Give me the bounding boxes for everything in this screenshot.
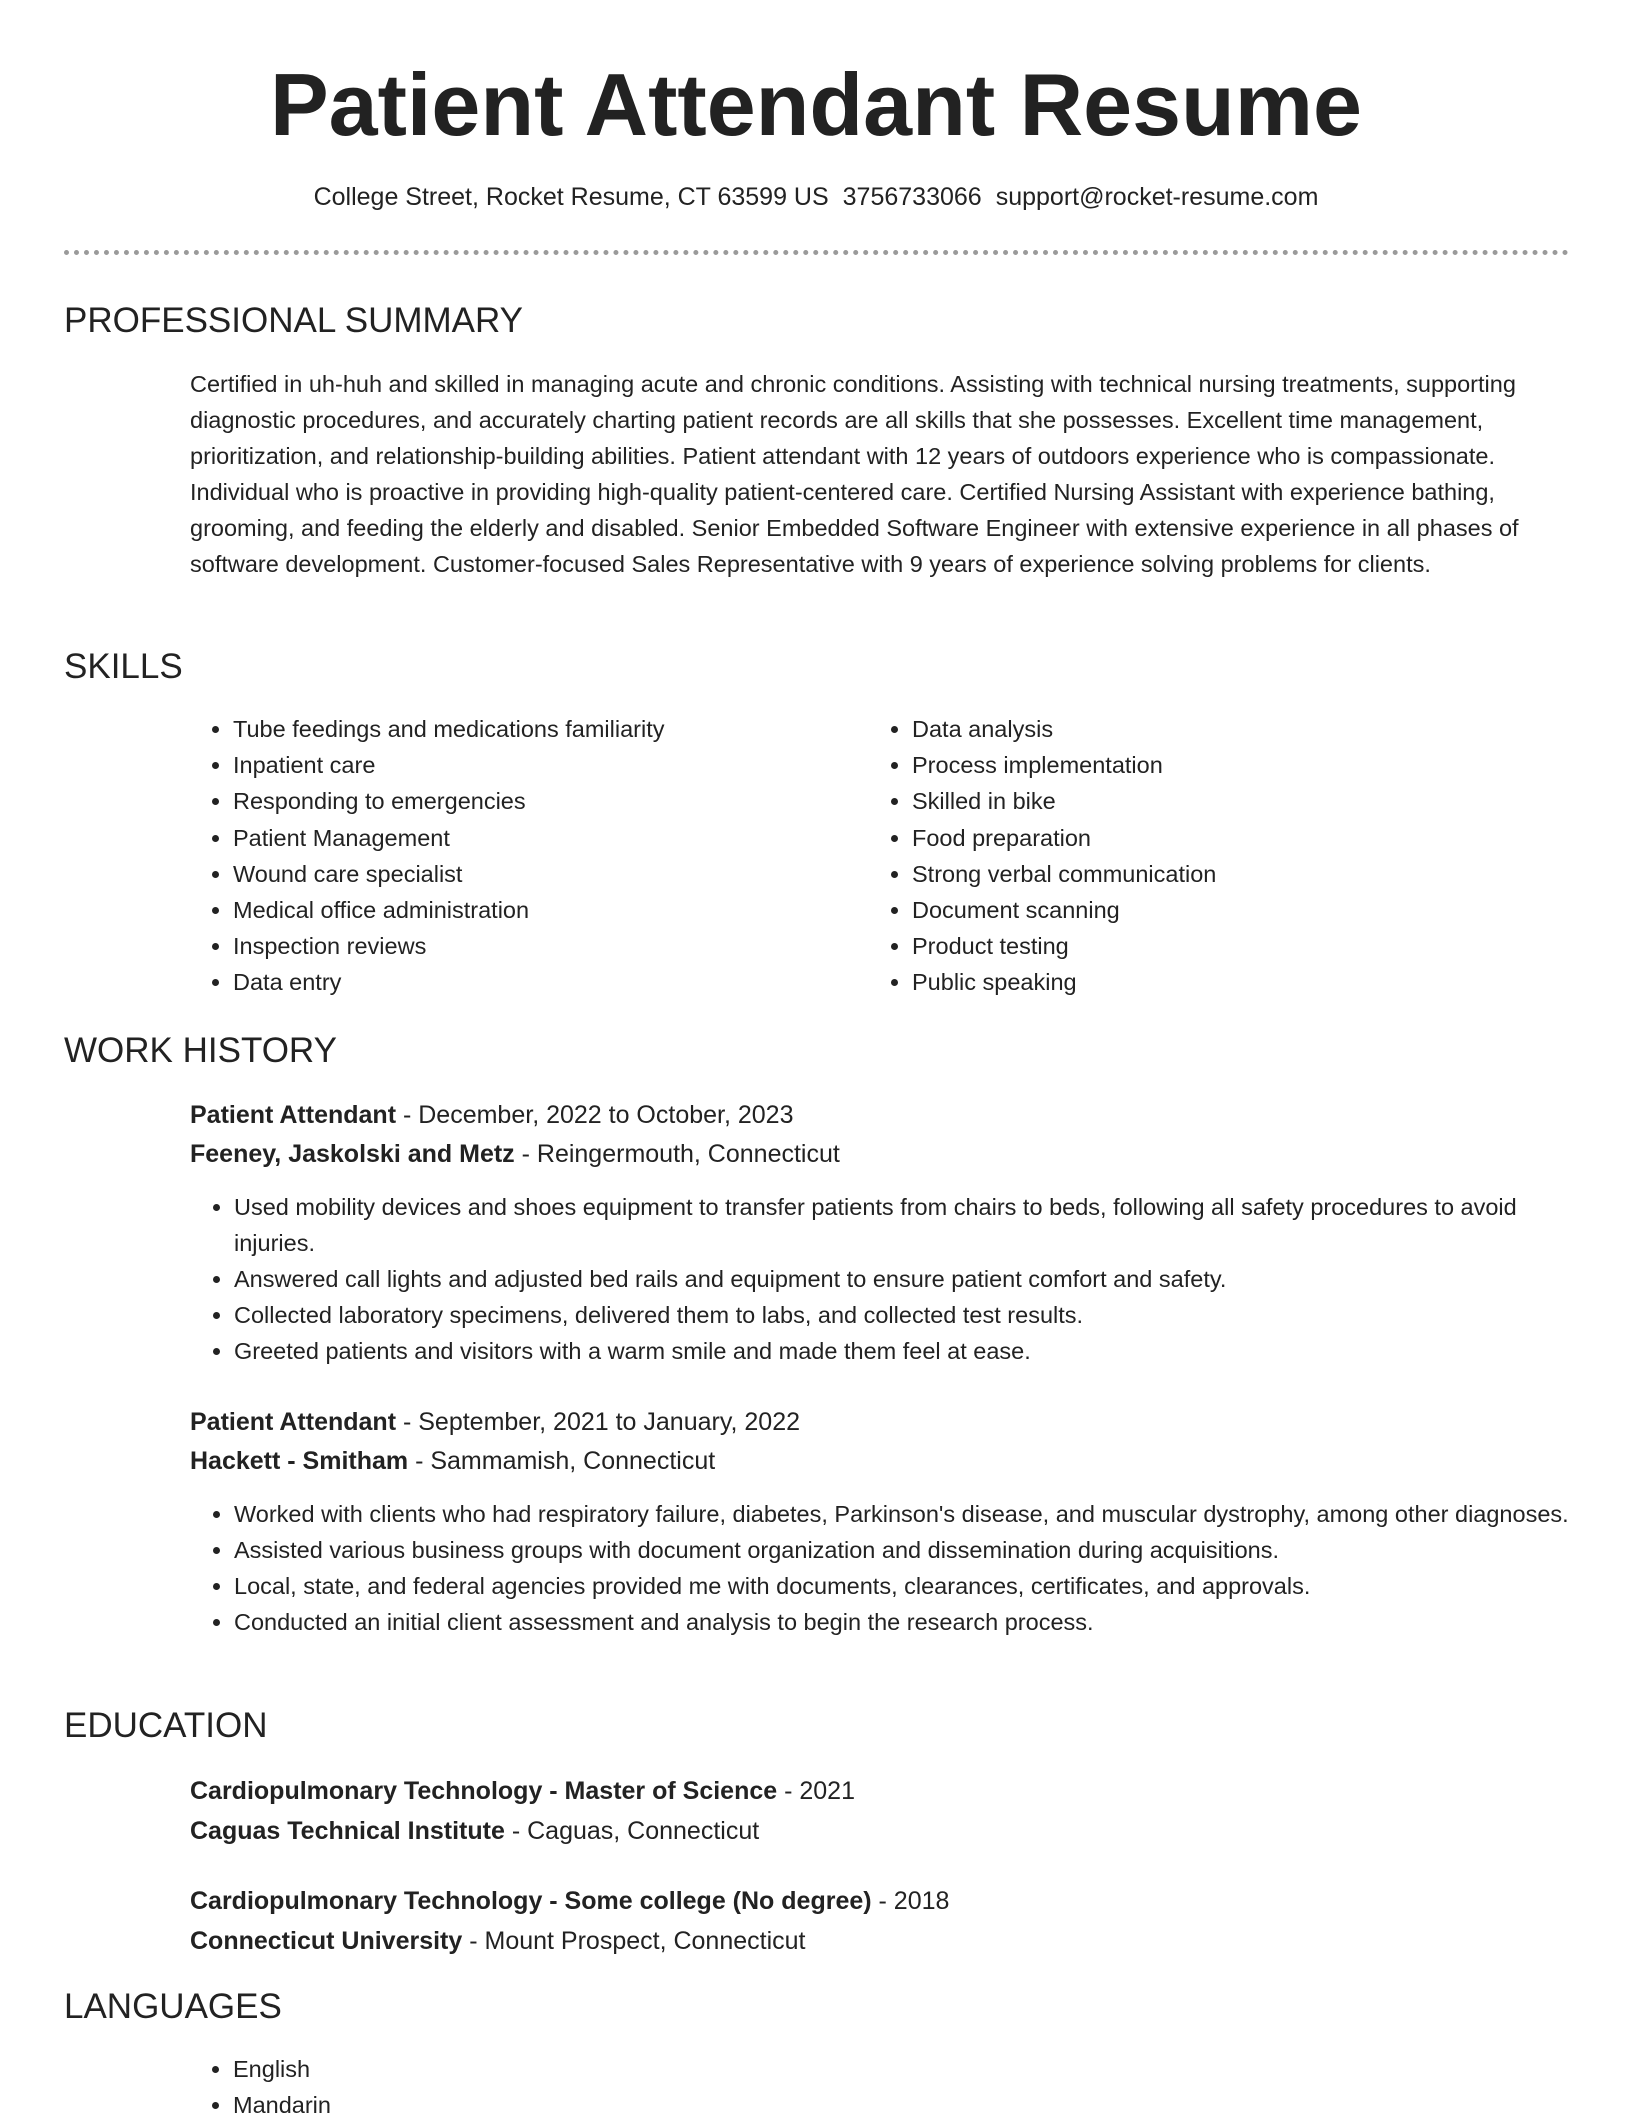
- skill-item: • Process implementation: [912, 747, 1532, 783]
- skill-item: • Inspection reviews: [233, 928, 853, 964]
- job-title-line: [190, 1098, 794, 1132]
- skills-list-left: [189, 711, 853, 1001]
- education-degree: Cardiopulmonary Technology - Master of Science: [190, 1777, 778, 1805]
- skills-list-right: [868, 711, 1532, 1001]
- job-dates: - December, 2022 to October, 2023: [396, 1101, 794, 1129]
- education-school-line: [190, 1814, 759, 1848]
- job-duty: • Worked with clients who had respiratory failure, diabetes, Parkinson's disease, and muscular dystrophy, among other diagnoses.: [234, 1496, 1604, 1532]
- job-duty: • Collected laboratory specimens, delivered them to labs, and collected test results.: [234, 1297, 1604, 1333]
- job-duty: • Used mobility devices and shoes equipment to transfer patients from chairs to beds, following all safety procedures to avoid injuries.: [234, 1189, 1604, 1261]
- skill-item: • Skilled in bike: [912, 783, 1532, 819]
- skill-item: • Tube feedings and medications familiarity: [233, 711, 853, 747]
- education-year: - 2018: [871, 1887, 950, 1915]
- education-school-line: [190, 1924, 806, 1958]
- summary-text: Certified in uh-huh and skilled in managing acute and chronic conditions. Assisting with technical nursing treatments, supporting diagnostic procedures, and accurately charting patient records are all skills that she possesses. Excellent time management, prioritization, and relationship-building abilities. Patient attendant with 12 years of outdoors experience who is compassionate. Individual who is proactive in providing high-quality patient-centered care. Certified Nursing Assistant with experience bathing, grooming, and feeding the elderly and disabled. Senior Embedded Software Engineer with extensive experience in all phases of software development. Customer-focused Sales Representative with 9 years of experience solving problems for clients.: [190, 371, 1519, 577]
- language-item: • Mandarin: [233, 2087, 833, 2123]
- header-divider: [64, 250, 1569, 255]
- skill-item: • Responding to emergencies: [233, 783, 853, 819]
- contact-line: [0, 180, 1632, 214]
- skill-item: • Document scanning: [912, 892, 1532, 928]
- section-title-education: EDUCATION: [64, 1706, 268, 1745]
- job-duty: • Conducted an initial client assessment and analysis to begin the research process.: [234, 1604, 1604, 1640]
- job-duty: • Greeted patients and visitors with a warm smile and made them feel at ease.: [234, 1333, 1604, 1369]
- education-location: - Mount Prospect, Connecticut: [462, 1927, 806, 1955]
- skill-item: • Wound care specialist: [233, 856, 853, 892]
- skill-item: • Medical office administration: [233, 892, 853, 928]
- job-company-line: [190, 1444, 715, 1478]
- job-company-line: [190, 1137, 840, 1171]
- section-title-summary: PROFESSIONAL SUMMARY: [64, 301, 523, 340]
- skill-item: • Food preparation: [912, 820, 1532, 856]
- job-duty: • Answered call lights and adjusted bed rails and equipment to ensure patient comfort and safety.: [234, 1261, 1604, 1297]
- job-title: Patient Attendant: [190, 1101, 397, 1129]
- skill-item: • Inpatient care: [233, 747, 853, 783]
- languages-list: [189, 2051, 833, 2123]
- job-duties-list: [190, 1189, 1604, 1369]
- resume-title: Patient Attendant Resume: [269, 55, 1362, 154]
- job-location: - Reingermouth, Connecticut: [514, 1140, 840, 1168]
- section-title-skills: SKILLS: [64, 647, 183, 686]
- skill-item: • Data analysis: [912, 711, 1532, 747]
- education-degree-line: [190, 1774, 855, 1808]
- skill-item: • Product testing: [912, 928, 1532, 964]
- skill-item: • Public speaking: [912, 964, 1532, 1000]
- skill-item: • Strong verbal communication: [912, 856, 1532, 892]
- job-company: Feeney, Jaskolski and Metz: [190, 1140, 515, 1168]
- section-title-work-history: WORK HISTORY: [64, 1031, 337, 1070]
- section-title-languages: LANGUAGES: [64, 1987, 282, 2026]
- education-year: - 2021: [777, 1777, 855, 1805]
- job-company: Hackett - Smitham: [190, 1447, 409, 1475]
- job-title-line: [190, 1405, 800, 1439]
- education-degree: Cardiopulmonary Technology - Some college (No degree): [190, 1887, 872, 1915]
- job-duties-list: [190, 1496, 1604, 1640]
- contact-email: support@rocket-resume.com: [995, 183, 1319, 211]
- education-location: - Caguas, Connecticut: [504, 1817, 760, 1845]
- job-title: Patient Attendant: [190, 1408, 397, 1436]
- skill-item: • Patient Management: [233, 820, 853, 856]
- job-dates: - September, 2021 to January, 2022: [396, 1408, 800, 1436]
- education-degree-line: [190, 1884, 949, 1918]
- skill-item: • Data entry: [233, 964, 853, 1000]
- job-duty: • Assisted various business groups with document organization and dissemination during acquisitions.: [234, 1532, 1604, 1568]
- contact-phone: 3756733066: [842, 183, 982, 211]
- education-school: Connecticut University: [190, 1927, 463, 1955]
- education-school: Caguas Technical Institute: [190, 1817, 505, 1845]
- language-item: • English: [233, 2051, 833, 2087]
- contact-address: College Street, Rocket Resume, CT 63599 US: [313, 183, 829, 211]
- job-location: - Sammamish, Connecticut: [408, 1447, 716, 1475]
- job-duty: • Local, state, and federal agencies provided me with documents, clearances, certificates, and approvals.: [234, 1568, 1604, 1604]
